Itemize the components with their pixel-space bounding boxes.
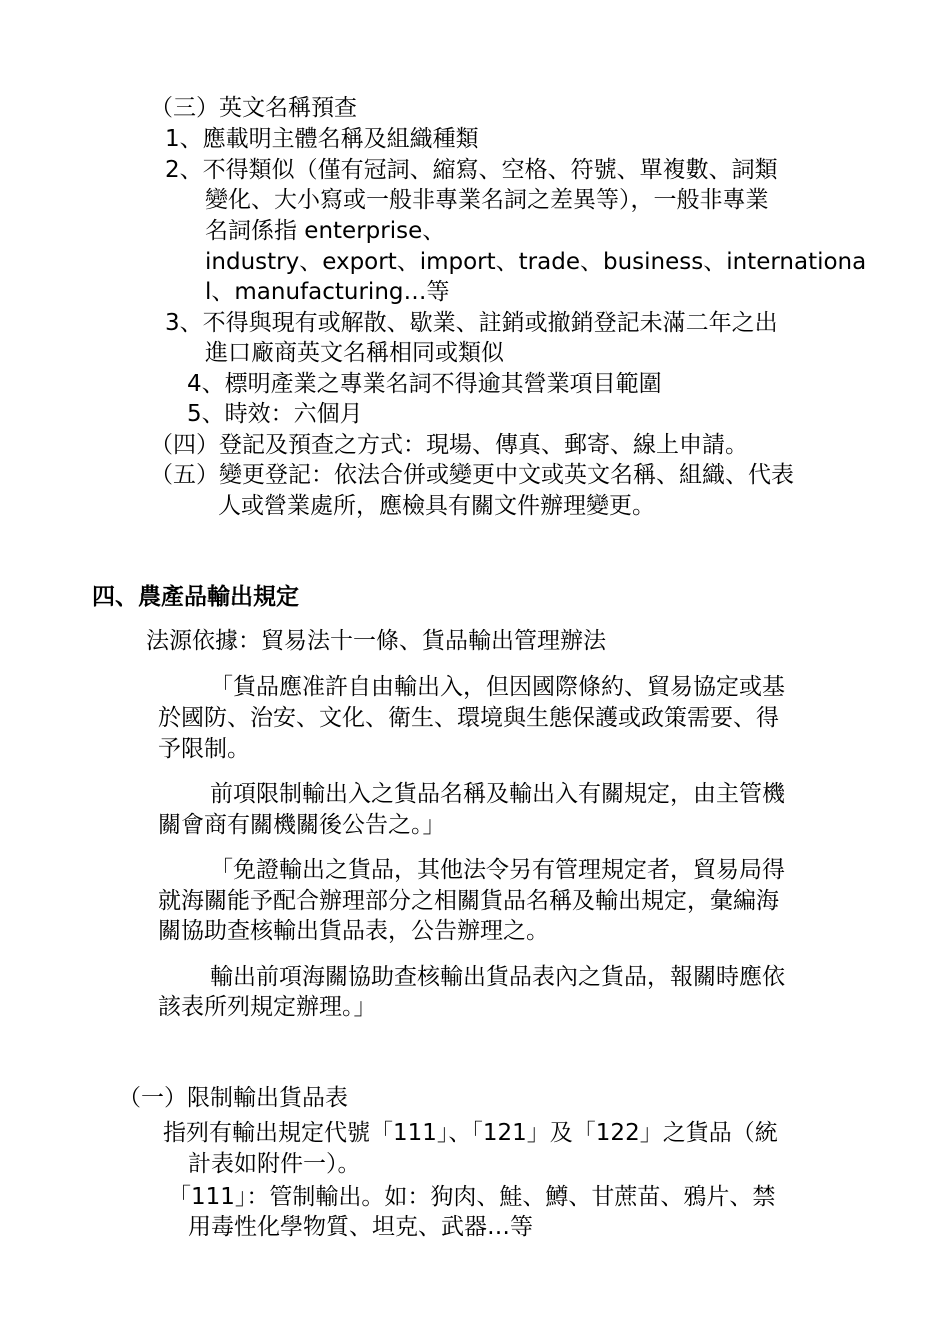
section-five-line: （五）變更登記：依法合併或變更中文或英文名稱、組織、代表 xyxy=(150,462,794,488)
list-item: 5、時效：六個月 xyxy=(187,401,363,427)
restricted-list-desc: 指列有輸出規定代號「111」、「121」及「122」之貨品（統 xyxy=(163,1120,778,1146)
quote-paragraph: 「貨品應准許自由輸出入，但因國際條約、貿易協定或基 xyxy=(210,674,785,700)
quote-paragraph: 予限制。 xyxy=(158,736,250,762)
quote-paragraph: 「免證輸出之貨品，其他法令另有管理規定者，貿易局得 xyxy=(210,857,785,883)
list-item-continuation: 變化、大小寫或一般非專業名詞之差異等），一般非專業 xyxy=(205,187,769,213)
list-item-continuation: l、manufacturing…等 xyxy=(205,279,450,305)
legal-basis: 法源依據：貿易法十一條、貨品輸出管理辦法 xyxy=(146,628,606,654)
quote-paragraph: 該表所列規定辦理。」 xyxy=(158,994,377,1020)
list-item: 1、應載明主體名稱及組織種類 xyxy=(165,126,479,152)
list-item-continuation: 名詞係指 enterprise、 xyxy=(205,218,446,244)
restricted-list-heading: （一）限制輸出貨品表 xyxy=(118,1085,348,1111)
list-item-continuation: 進口廠商英文名稱相同或類似 xyxy=(205,340,504,366)
quote-paragraph: 就海關能予配合辦理部分之相關貨品名稱及輸出規定，彙編海 xyxy=(158,888,779,914)
quote-paragraph: 前項限制輸出入之貨品名稱及輸出入有關規定，由主管機 xyxy=(210,781,785,807)
restricted-list-desc: 計表如附件一）。 xyxy=(188,1151,361,1177)
list-item: 4、標明產業之專業名詞不得逾其營業項目範圍 xyxy=(187,371,662,397)
quote-paragraph: 輸出前項海關協助查核輸出貨品表內之貨品，報關時應依 xyxy=(210,964,785,990)
section-five-line: 人或營業處所，應檢具有關文件辦理變更。 xyxy=(218,493,655,519)
list-item: 2、不得類似（僅有冠詞、縮寫、空格、符號、單複數、詞類 xyxy=(165,157,778,183)
section-four-sub: （四）登記及預查之方式：現場、傳真、郵寄、線上申請。 xyxy=(150,432,748,458)
code-111-entry: 用毒性化學物質、坦克、武器…等 xyxy=(188,1214,533,1240)
code-111-entry: 「111」：管制輸出。如：狗肉、鮭、鱒、甘蔗苗、鴉片、禁 xyxy=(168,1184,776,1210)
list-item-continuation: industry、export、import、trade、business、internationa xyxy=(205,249,867,275)
quote-paragraph: 關協助查核輸出貨品表，公告辦理之。 xyxy=(158,918,549,944)
list-item: 3、不得與現有或解散、歇業、註銷或撤銷登記未滿二年之出 xyxy=(165,310,778,336)
quote-paragraph: 關會商有關機關後公告之。」 xyxy=(158,812,446,838)
chapter-title: 四、農產品輸出規定 xyxy=(92,583,299,610)
section-three-heading: （三）英文名稱預查 xyxy=(150,95,357,121)
quote-paragraph: 於國防、治安、文化、衛生、環境與生態保護或政策需要、得 xyxy=(158,705,779,731)
